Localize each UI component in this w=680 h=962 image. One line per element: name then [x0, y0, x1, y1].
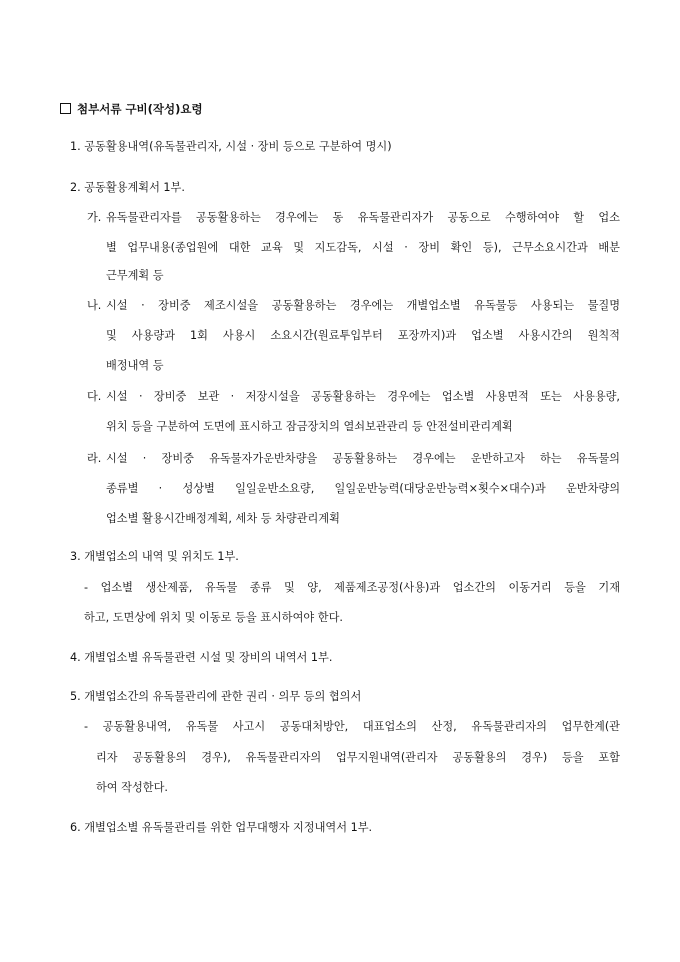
item-2-na-line-3: 배정내역 등: [106, 359, 164, 372]
item-2: 2. 공동활용계획서 1부.: [70, 181, 185, 194]
item-2-na-marker: 나.: [87, 299, 102, 312]
item-5: 5. 개별업소간의 유독물관리에 관한 권리 · 의무 등의 협의서: [70, 690, 362, 703]
item-2-na-line-1: 시설 · 장비중 제조시설을 공동활용하는 경우에는 개별업소별 유독물등 사용되는 물질명: [106, 299, 620, 312]
checkbox-square-icon: [60, 103, 71, 114]
item-2-ra-line-2: 종류별 · 성상별 일일운반소요량, 일일운반능력(대당운반능력×횟수×대수)과 운반차량의: [106, 482, 620, 495]
item-2-ra-line-1: 시설 · 장비중 유독물자가운반차량을 공동활용하는 경우에는 운반하고자 하는 유독물의: [106, 452, 620, 465]
item-3: 3. 개별업소의 내역 및 위치도 1부.: [70, 550, 239, 563]
item-2-ga-line-1: 유독물관리자를 공동활용하는 경우에는 동 유독물관리자가 공동으로 수행하여야 할 업소: [106, 211, 620, 224]
item-3-sub-line-2: 하고, 도면상에 위치 및 이동로 등을 표시하여야 한다.: [84, 611, 343, 624]
item-5-sub-line-2: 리자 공동활용의 경우), 유독물관리자의 업무지원내역(관리자 공동활용의 경우) 등을 포함: [96, 751, 620, 764]
item-5-sub-line-1: - 공동활용내역, 유독물 사고시 공동대처방안, 대표업소의 산정, 유독물관리자의 업무한계(관: [84, 720, 620, 733]
item-3-sub-line-1: - 업소별 생산제품, 유독물 종류 및 양, 제품제조공정(사용)과 업소간의 이동거리 등을 기재: [84, 581, 620, 594]
item-2-da-line-1: 시설 · 장비중 보관 · 저장시설을 공동활용하는 경우에는 업소별 사용면적 또는 사용용량,: [106, 390, 620, 403]
item-2-ga-marker: 가.: [87, 211, 102, 224]
item-2-da-marker: 다.: [87, 390, 102, 403]
item-2-ga-line-3: 근무계획 등: [106, 269, 164, 282]
item-6: 6. 개별업소별 유독물관리를 위한 업무대행자 지정내역서 1부.: [70, 821, 373, 834]
item-2-na-line-2: 및 사용량과 1회 사용시 소요시간(원료투입부터 포장까지)과 업소별 사용시간의 원칙적: [106, 329, 620, 342]
item-2-ga-line-2: 별 업무내용(종업원에 대한 교육 및 지도감독, 시설 · 장비 확인 등), 근무소요시간과 배분: [106, 241, 620, 254]
item-2-ra-marker: 라.: [87, 452, 102, 465]
section-title: [60, 101, 203, 117]
item-1: 1. 공동활용내역(유독물관리자, 시설 · 장비 등으로 구분하여 명시): [70, 140, 392, 153]
section-title-text: 첨부서류 구비(작성)요령: [77, 102, 203, 116]
item-5-sub-line-3: 하여 작성한다.: [96, 781, 168, 794]
item-4: 4. 개별업소별 유독물관련 시설 및 장비의 내역서 1부.: [70, 651, 333, 664]
item-2-ra-line-3: 업소별 활용시간배정계획, 세차 등 차량관리계획: [106, 512, 340, 525]
item-2-da-line-2: 위치 등을 구분하여 도면에 표시하고 잠금장치의 열쇠보관관리 등 안전설비관리계획: [106, 420, 513, 433]
